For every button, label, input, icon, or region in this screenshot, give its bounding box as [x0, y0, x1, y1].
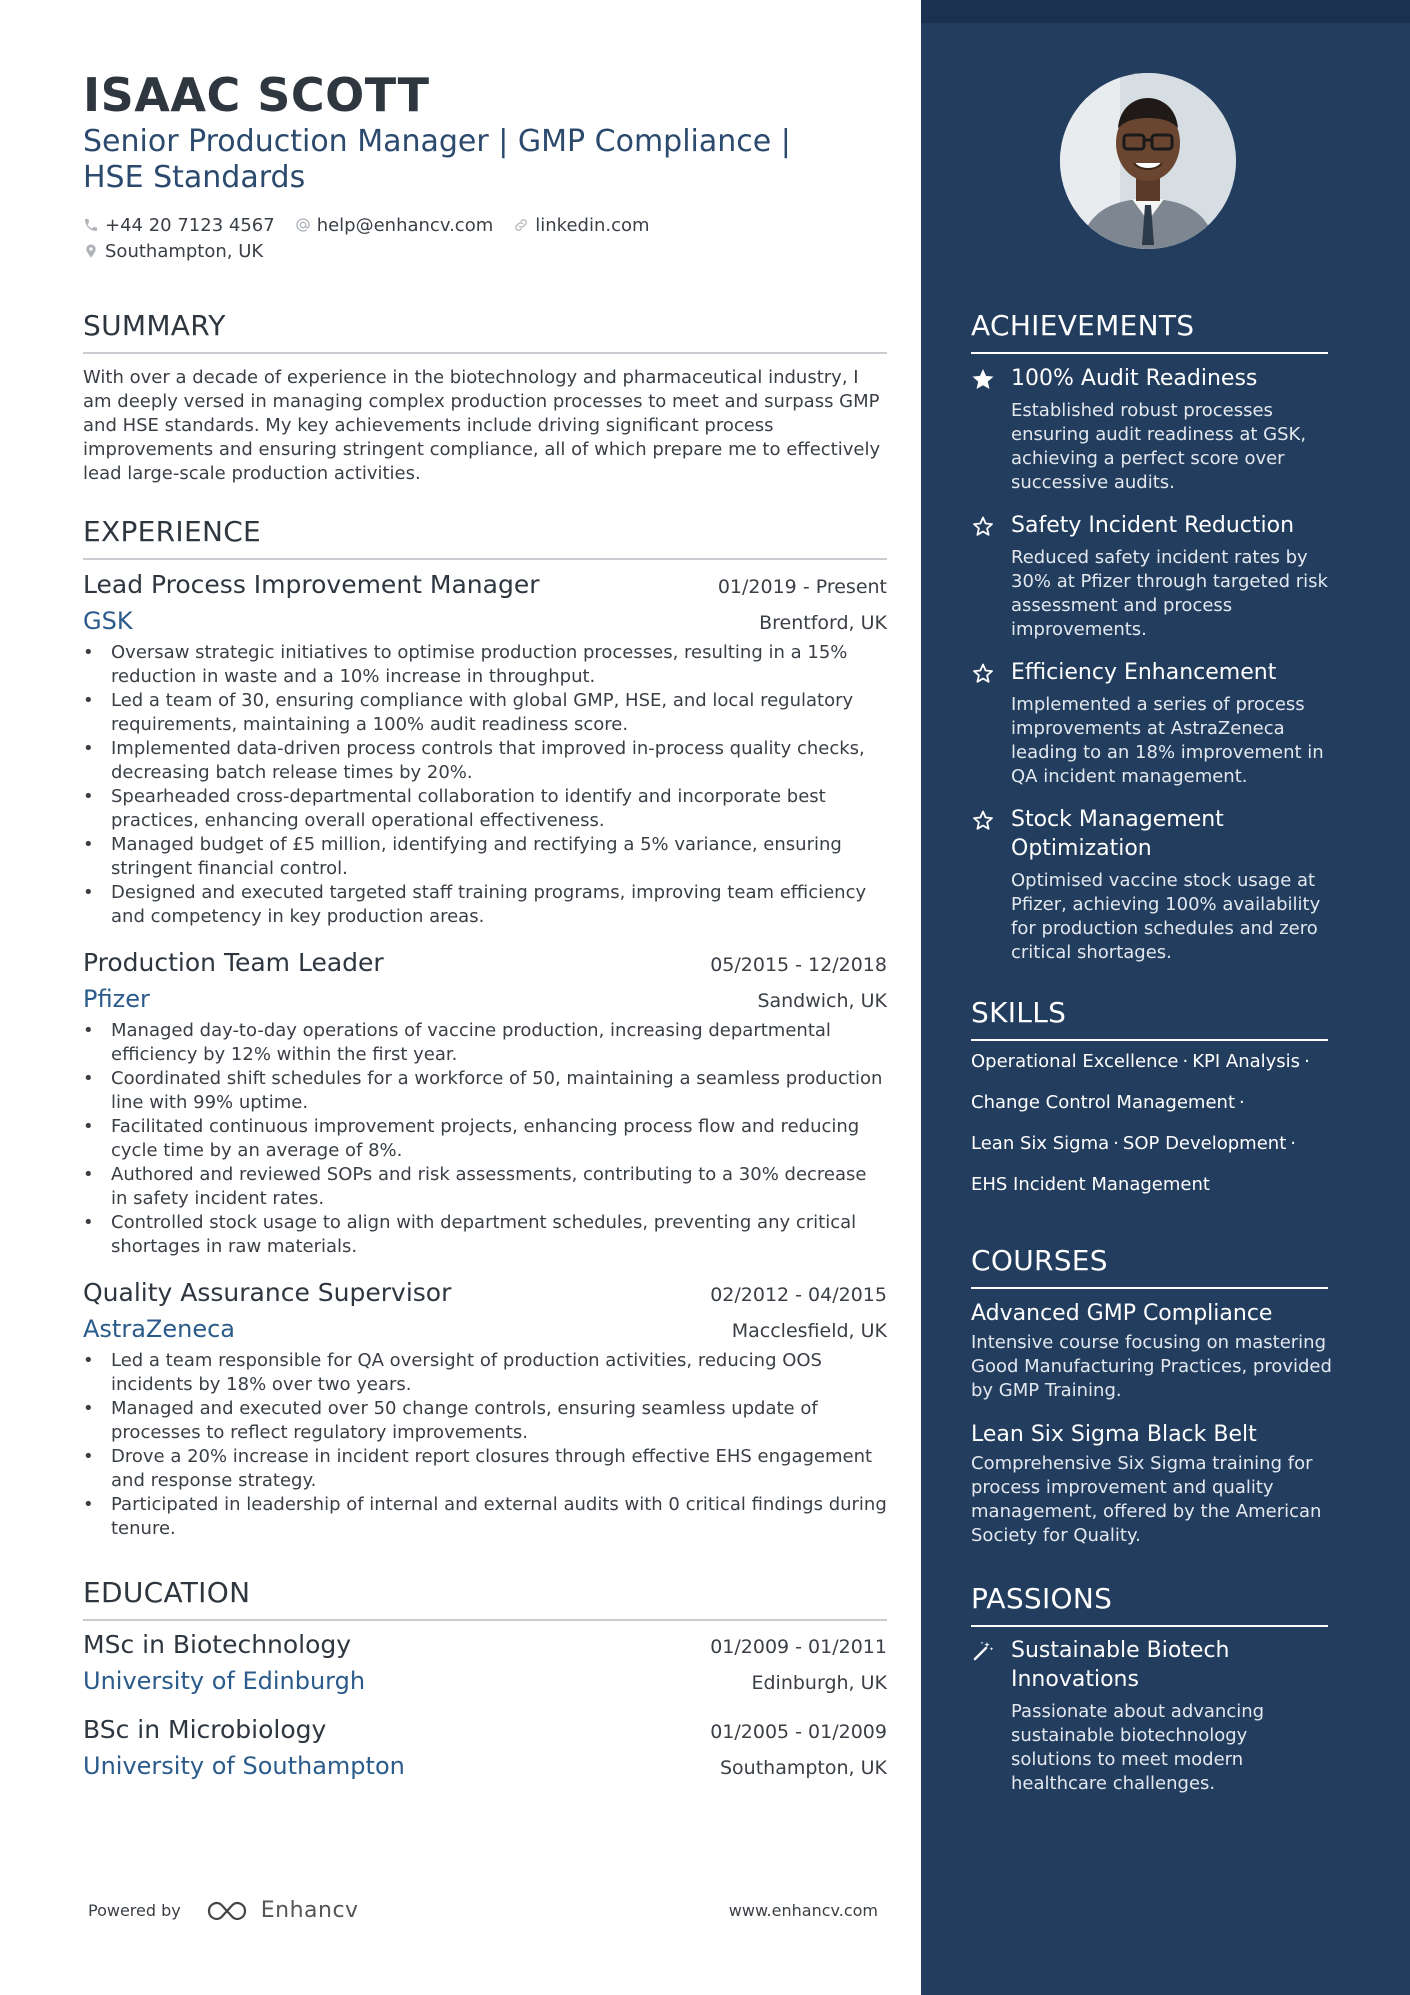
star-outline-icon	[971, 514, 995, 538]
skill-tag: SOP Development	[1122, 1133, 1287, 1154]
education-degree: MSc in Biotechnology	[83, 1630, 352, 1659]
bullet-item: • Managed and executed over 50 change controls, ensuring seamless update of processes to reflect regulatory improvements.	[83, 1397, 887, 1445]
achievements-heading: ACHIEVEMENTS	[971, 309, 1328, 354]
bullet-item: • Drove a 20% increase in incident report closures through effective EHS engagement and response strategy.	[83, 1445, 887, 1493]
bullet-item: • Spearheaded cross-departmental collaboration to identify and incorporate best practices, enhancing overall operational effectiveness.	[83, 785, 887, 833]
bullet-item: • Managed budget of £5 million, identifying and rectifying a 5% variance, ensuring stringent financial control.	[83, 833, 887, 881]
education-school: University of Edinburgh	[83, 1667, 366, 1695]
skill-tag: Operational Excellence	[971, 1051, 1179, 1072]
phone-text: +44 20 7123 4567	[105, 214, 275, 236]
course-desc: Comprehensive Six Sigma training for process improvement and quality management, offered by the American Society for Quality.	[971, 1453, 1322, 1546]
star-filled-icon	[971, 367, 995, 391]
achievement-title: Stock Management Optimization	[1011, 807, 1224, 861]
avatar-icon	[1060, 73, 1236, 249]
bullet-item: • Facilitated continuous improvement projects, enhancing process flow and reducing cycle time by an average of 8%.	[83, 1115, 887, 1163]
achievement-item	[971, 658, 1331, 789]
achievement-desc: Optimised vaccine stock usage at Pfizer, achieving 100% availability for production schedules and zero critical shortages.	[1011, 870, 1321, 963]
job-entry	[83, 948, 887, 1259]
course-title: Advanced GMP Compliance	[971, 1301, 1273, 1326]
candidate-name: ISAAC SCOTT	[83, 68, 430, 122]
achievement-title: Efficiency Enhancement	[1011, 660, 1277, 685]
sidebar-top-bar	[921, 0, 1410, 23]
star-outline-icon	[971, 661, 995, 685]
job-bullets	[83, 1349, 887, 1541]
bullet-item: • Participated in leadership of internal and external audits with 0 critical findings during tenure.	[83, 1493, 887, 1541]
job-company: GSK	[83, 607, 133, 635]
job-dates: 05/2015 - 12/2018	[710, 954, 887, 976]
job-title: Quality Assurance Supervisor	[83, 1278, 452, 1307]
summary-heading: SUMMARY	[83, 309, 887, 354]
course-item	[971, 1299, 1336, 1403]
achievement-item	[971, 805, 1331, 965]
courses-heading: COURSES	[971, 1244, 1328, 1289]
skill-tag: Lean Six Sigma	[971, 1133, 1110, 1154]
bullet-item: • Oversaw strategic initiatives to optimise production processes, resulting in a 15% reduction in waste and a 10% increase in throughput.	[83, 641, 887, 689]
powered-by	[88, 1898, 359, 1923]
education-heading: EDUCATION	[83, 1576, 887, 1621]
sidebar	[921, 0, 1410, 1995]
passion-desc: Passionate about advancing sustainable biotechnology solutions to meet modern healthcare challenges.	[1011, 1701, 1265, 1794]
candidate-title: Senior Production Manager | GMP Compliance | HSE Standards	[83, 124, 791, 195]
education-location: Edinburgh, UK	[751, 1672, 887, 1694]
education-school: University of Southampton	[83, 1752, 405, 1780]
education-entry	[83, 1715, 887, 1780]
job-title: Lead Process Improvement Manager	[83, 570, 540, 599]
footer	[88, 1898, 878, 1923]
achievement-item	[971, 364, 1331, 495]
skill-tag: Change Control Management	[971, 1092, 1235, 1113]
job-location: Macclesfield, UK	[731, 1320, 887, 1342]
course-title: Lean Six Sigma Black Belt	[971, 1422, 1257, 1447]
website-link[interactable]: www.enhancv.com	[728, 1901, 878, 1920]
job-location: Brentford, UK	[759, 612, 887, 634]
bullet-item: • Authored and reviewed SOPs and risk assessments, contributing to a 30% decrease in safety incident rates.	[83, 1163, 887, 1211]
bullet-item: • Led a team of 30, ensuring compliance with global GMP, HSE, and local regulatory requirements, maintaining a 100% audit readiness score.	[83, 689, 887, 737]
email-text: help@enhancv.com	[316, 214, 494, 236]
job-title: Production Team Leader	[83, 948, 384, 977]
linkedin-text: linkedin.com	[535, 214, 650, 236]
job-dates: 02/2012 - 04/2015	[710, 1284, 887, 1306]
job-bullets	[83, 641, 887, 929]
skill-tag: EHS Incident Management	[971, 1174, 1210, 1195]
job-location: Sandwich, UK	[757, 990, 887, 1012]
contact-info	[83, 212, 883, 264]
email-icon	[295, 217, 311, 233]
education-dates: 01/2005 - 01/2009	[710, 1721, 887, 1743]
phone-contact[interactable]	[83, 215, 275, 236]
brand-logo[interactable]	[205, 1898, 359, 1923]
location-contact	[83, 241, 263, 262]
location-pin-icon	[83, 243, 99, 259]
education-degree: BSc in Microbiology	[83, 1715, 327, 1744]
course-item	[971, 1420, 1336, 1548]
link-icon	[513, 217, 529, 233]
achievement-desc: Implemented a series of process improvements at AstraZeneca leading to an 18% improvement in QA incident management.	[1011, 694, 1324, 787]
education-location: Southampton, UK	[720, 1757, 887, 1779]
achievement-desc: Established robust processes ensuring audit readiness at GSK, achieving a perfect score over successive audits.	[1011, 400, 1307, 493]
powered-by-label: Powered by	[88, 1901, 181, 1920]
linkedin-contact[interactable]	[513, 215, 649, 236]
skill-tag: KPI Analysis	[1192, 1051, 1301, 1072]
summary-text: With over a decade of experience in the biotechnology and pharmaceutical industry, I am deeply versed in managing complex production processes to meet and surpass GMP and HSE standards. My key achievements include driving significant process improvements and ensuring stringent compliance, all of which prepare me to effectively lead large-scale production activities.	[83, 367, 881, 484]
job-entry	[83, 1278, 887, 1541]
phone-icon	[83, 217, 99, 233]
job-entry	[83, 570, 887, 929]
bullet-item: • Coordinated shift schedules for a workforce of 50, maintaining a seamless production line with 99% uptime.	[83, 1067, 887, 1115]
bullet-item: • Led a team responsible for QA oversight of production activities, reducing OOS incidents by 18% over two years.	[83, 1349, 887, 1397]
job-bullets	[83, 1019, 887, 1259]
achievement-desc: Reduced safety incident rates by 30% at Pfizer through targeted risk assessment and process improvements.	[1011, 547, 1328, 640]
bullet-item: • Designed and executed targeted staff training programs, improving team efficiency and competency in key production areas.	[83, 881, 887, 929]
star-outline-icon	[971, 808, 995, 832]
passion-item	[971, 1636, 1331, 1796]
job-dates: 01/2019 - Present	[717, 576, 887, 598]
job-company: Pfizer	[83, 985, 150, 1013]
location-text: Southampton, UK	[105, 240, 264, 262]
achievement-item	[971, 511, 1331, 642]
profile-photo	[1060, 73, 1236, 249]
enhancv-logo-icon	[205, 1899, 253, 1923]
skills-heading: SKILLS	[971, 996, 1328, 1041]
bullet-item: • Controlled stock usage to align with department schedules, preventing any critical shortages in raw materials.	[83, 1211, 887, 1259]
achievement-title: 100% Audit Readiness	[1011, 366, 1258, 391]
education-dates: 01/2009 - 01/2011	[710, 1636, 887, 1658]
passion-title: Sustainable Biotech Innovations	[1011, 1638, 1230, 1692]
job-company: AstraZeneca	[83, 1315, 235, 1343]
magic-wand-icon	[971, 1639, 995, 1663]
skills-list: Operational Excellence · KPI Analysis · Change Control Management · Lean Six Sigma · SOP Development · EHS Incident Management	[971, 1051, 1310, 1195]
brand-name: Enhancv	[260, 1898, 359, 1923]
education-entry	[83, 1630, 887, 1695]
passions-heading: PASSIONS	[971, 1582, 1328, 1627]
bullet-item: • Managed day-to-day operations of vaccine production, increasing departmental efficiency by 12% within the first year.	[83, 1019, 887, 1067]
bullet-item: • Implemented data-driven process controls that improved in-process quality checks, decreasing batch release times by 20%.	[83, 737, 887, 785]
experience-heading: EXPERIENCE	[83, 515, 887, 560]
achievement-title: Safety Incident Reduction	[1011, 513, 1295, 538]
course-desc: Intensive course focusing on mastering Good Manufacturing Practices, provided by GMP Training.	[971, 1332, 1332, 1401]
email-contact[interactable]	[295, 215, 494, 236]
